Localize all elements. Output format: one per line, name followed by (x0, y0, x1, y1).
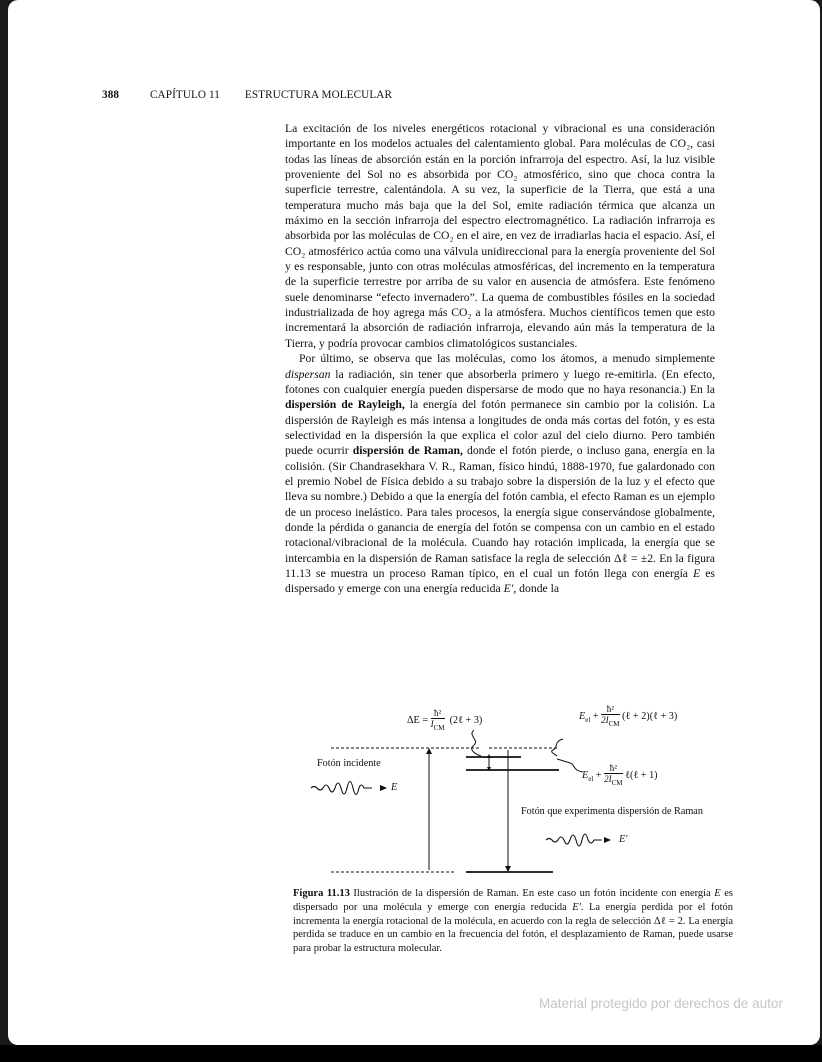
incident-wave (311, 782, 372, 795)
term-raman: dispersión de Raman, (352, 444, 463, 458)
incident-energy-label: E (391, 782, 398, 793)
incident-photon-label: Fotón incidente (317, 758, 381, 769)
body-text (285, 121, 715, 597)
scattered-wave-arrow (604, 837, 611, 843)
upper-level-callout (552, 739, 563, 756)
paragraph-scattering: Por último, se observa que las moléculas, como los átomos, a menudo simplemente dispersan la radiación, sin tener que absorberla primero y luego re-emitirla. (En efecto, fotones con cualquier energía pueden dispersarse de modo que no haya resonancia.) En la dispersión de Rayleigh, la energía del fotón permanece sin cambio por la colisión. La dispersión de Rayleigh es más intensa a longitudes de onda más cortas del fotón, y es esta selectividad en la dispersión la que explica el color azul del cielo diurno. Pero también puede ocurrir dispersión de Raman, donde el fotón pierde, o incluso gana, energía en la colisión. (Sir Chandrasekhara V. R., Raman, físico hindú, 1888-1970, fue galardonado con el premio Nobel de Física debido a su trabajo sobre la dispersión de la luz y el efecto que lleva su nombre.) Debido a que la energía del fotón cambia, el efecto Raman es un ejemplo de un proceso inelástico. Para tales procesos, la energía sigue conservándose globalmente, donde la pérdida o ganancia de energía del fotón se compensa con un cambio en el estado rotacional/vibracional de la molécula. Cuando hay rotación implicada, la energía que se intercambia en la dispersión de Raman satisface la regla de selección Δℓ = ±2. En la figura 11.13 se muestra un proceso Raman típico, en el cual un fotón llega con energía E es dispersado y emerge con una energía reducida E′, donde la (285, 352, 716, 596)
running-header (102, 89, 722, 101)
delta-e-equation: ΔE = ħ² $I_{CM}$ (2ℓ + 3) (407, 708, 483, 732)
arrow-head (426, 748, 432, 754)
chapter-number: CAPÍTULO 11 (150, 89, 220, 101)
upper-level-equation: $E_{el}$ + ħ² $2I_{CM}$ (ℓ + 2)(ℓ + 3) (579, 704, 678, 728)
raman-photon-label: Fotón que experimenta dispersión de Raman (521, 806, 703, 817)
term-rayleigh: dispersión de Rayleigh, (285, 398, 405, 412)
copyright-watermark: Material protegido por derechos de autor (539, 996, 783, 1011)
emphasis-dispersan: dispersan (285, 367, 331, 381)
lower-level-equation: $E_{el}$ + ħ² $2I_{CM}$ ℓ(ℓ + 1) (582, 763, 658, 787)
chapter-title: ESTRUCTURA MOLECULAR (244, 89, 393, 101)
bottom-black-strip (0, 1045, 822, 1062)
scattered-energy-label: E′ (619, 834, 628, 845)
paragraph-greenhouse: La excitación de los niveles energéticos rotacional y vibracional es una consideración importante en los modelos actuales del calentamiento global. Para moléculas de CO₂, casi todas las líneas de absorción están en la porción infrarroja del espectro. Así, la luz visible proveniente del Sol no es absorbida por CO₂ atmosférico, sino que choca contra la superficie terrestre, calentándola. A su vez, la superficie de la Tierra, que está a una temperatura mucho más baja que la del Sol, emite radiación térmica que alcanza un máximo en la sección infrarroja del espectro electromagnético. La radiación infrarroja es absorbida por las moléculas de CO₂ en el aire, en vez de irradiarlas hacia el espacio. Así, el CO₂ atmosférico actúa como una válvula unidireccional para la energía proveniente del Sol y es responsable, junto con otras moléculas atmosféricas, del incremento en la temperatura de la superficie terrestre por arriba de su valor en ausencia de atmósfera. Este fenómeno suele denominarse “efecto invernadero”. La quema de combustibles fósiles en la sociedad industrializada de hoy agrega más CO₂ a la atmósfera. Muchos científicos temen que esto incrementará la absorción de radiación infrarroja, elevando aún más la temperatura de la Tierra, y podría provocar cambios climatológicos sustanciales. (285, 122, 715, 350)
book-page (8, 0, 820, 1045)
figure-11-13 (291, 692, 731, 882)
arrow-head (505, 866, 511, 872)
delta-e-callout (472, 730, 481, 756)
lower-level-callout (557, 759, 583, 772)
figure-caption: Figura 11.13 Ilustración de la dispersión de Raman. En este caso un fotón incidente con energía E es dispersado por una molécula y emerge con energía reducida E′. La energía perdida por el fotón incrementa la energía rotacional de la molécula, en acuerdo con la regla de selección Δℓ = 2. La energía perdida se traduce en un cambio en la frecuencia del fotón, el desplazamiento de Raman, puede usarse para probar la estructura molecular. (293, 888, 733, 955)
caption-label: Figura 11.13 (293, 888, 350, 899)
page-number: 388 (102, 89, 120, 101)
incident-wave-arrow (380, 785, 387, 791)
scattered-wave (546, 834, 602, 846)
